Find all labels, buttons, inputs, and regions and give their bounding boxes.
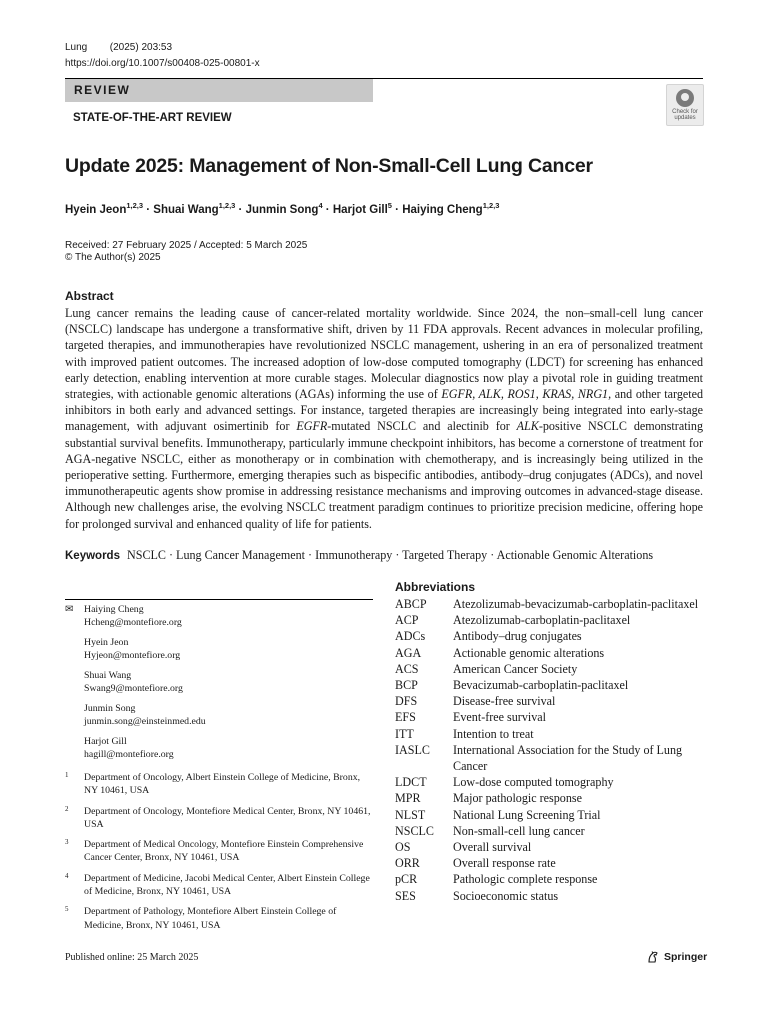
article-dates	[65, 240, 307, 264]
correspondence-block	[65, 603, 375, 768]
abbreviation: ACP	[395, 613, 419, 628]
affiliation	[65, 838, 375, 865]
citation: (2025) 203:53	[109, 42, 173, 53]
abbreviations-heading: Abbreviations	[395, 580, 476, 594]
abstract-text	[65, 305, 703, 532]
springer-horse-icon	[646, 950, 660, 964]
abbreviation-definition: Major pathologic response	[453, 791, 582, 806]
author-contact	[65, 636, 375, 662]
journal-name: Lung	[65, 42, 88, 53]
abbreviation: ABCP	[395, 597, 427, 611]
contact-email[interactable]: Hyjeon@montefiore.org	[84, 650, 181, 661]
author-affiliation-marker: 4	[318, 201, 323, 210]
contact-email[interactable]: Swang9@montefiore.org	[84, 683, 183, 694]
abbreviation-definition: Atezolizumab-bevacizumab-carboplatin-paclitaxel	[453, 597, 699, 611]
abbreviation-row	[395, 628, 707, 644]
abstract-heading: Abstract	[65, 289, 114, 303]
abbreviation: MPR	[395, 791, 421, 806]
abbreviation-row	[395, 807, 707, 823]
contact-name: Harjot Gill	[84, 736, 127, 747]
author-separator: ·	[235, 203, 246, 216]
abbreviation-definition: Socioeconomic status	[453, 888, 559, 903]
abbreviation-definition: American Cancer Society	[453, 661, 578, 676]
contact-name: Junmin Song	[84, 703, 136, 714]
abbreviation-definition: Disease-free survival	[453, 694, 556, 709]
abbreviation-row	[395, 612, 707, 628]
author-contact	[65, 702, 375, 728]
abbreviation-row	[395, 888, 707, 904]
abbreviation: BCP	[395, 678, 418, 693]
publisher-name: Springer	[664, 951, 708, 963]
abstract-segment: and other targeted inhibitors in both early and advanced settings. For instance, targeted therapies are increasingly being integrated into early-stage management, with adjuvant osimertinib for	[65, 387, 704, 434]
abbreviation: ADCs	[395, 629, 426, 644]
affiliation-number: 2	[65, 804, 69, 813]
doi-link[interactable]: https://doi.org/10.1007/s00408-025-00801-x	[65, 58, 260, 69]
author-name: Harjot Gill	[332, 203, 388, 216]
affiliation-text: Department of Oncology, Albert Einstein College of Medicine, Bronx, NY 10461, USA	[84, 772, 361, 797]
abbreviation-row	[395, 726, 707, 742]
keywords-list: NSCLC · Lung Cancer Management · Immunotherapy · Targeted Therapy · Actionable Genomic Alterations	[127, 548, 654, 562]
author-separator: ·	[322, 203, 333, 216]
author-affiliation-marker: 1,2,3	[482, 201, 500, 210]
affiliation-text: Department of Medical Oncology, Montefiore Einstein Comprehensive Cancer Center, Bronx, NY 10461, USA	[84, 839, 364, 864]
abbreviation-row	[395, 693, 707, 709]
affiliations-block	[65, 771, 375, 939]
abbreviation-row	[395, 709, 707, 725]
author-name: Hyein Jeon	[65, 203, 127, 216]
contact-email[interactable]: junmin.song@einsteinmed.edu	[84, 716, 206, 727]
abbreviation-row	[395, 871, 707, 887]
publisher-logo	[646, 950, 707, 964]
affiliation-text: Department of Pathology, Montefiore Albert Einstein College of Medicine, Bronx, NY 10461, USA	[84, 906, 337, 931]
abbreviation-row	[395, 596, 707, 612]
author-contact	[65, 603, 375, 629]
gene-name: ALK	[516, 419, 539, 434]
keywords	[65, 548, 715, 563]
abbreviation-definition: Atezolizumab-carboplatin-paclitaxel	[453, 613, 631, 628]
abstract-segment: -mutated NSCLC and alectinib for	[327, 419, 517, 434]
article-type-bar	[65, 79, 373, 102]
abbreviation-row	[395, 677, 707, 693]
abbreviation-definition: Overall survival	[453, 840, 532, 855]
check-updates-icon	[676, 89, 694, 107]
check-updates-line1: Check for	[672, 109, 698, 115]
abbreviation-definition: Antibody–drug conjugates	[453, 629, 582, 644]
author-affiliation-marker: 1,2,3	[126, 201, 144, 210]
check-for-updates-badge[interactable]	[666, 84, 704, 126]
author-affiliation-marker: 1,2,3	[218, 201, 236, 210]
abbreviation: EFS	[395, 710, 416, 725]
abbreviation-definition: Overall response rate	[453, 856, 556, 871]
abbreviation: LDCT	[395, 775, 427, 790]
abstract-segment: -positive NSCLC demonstrating substantial survival benefits. Immunotherapy, particularly immune checkpoint inhibitors, has become a cornerstone of treatment for AGA-negative NSCLC, either as monotherapy or in combination with chemotherapy, and is increasingly being utilized in the perioperative setting. Furthermore, emerging therapies such as bispecific antibodies, antibody–drug conjugates (ADCs), and novel immunotherapeutic agents show promise in addressing resistance mechanisms and improving outcomes in advanced-stage disease. Although new challenges arise, the evolving NSCLC treatment paradigm continues to prioritize precision medicine, offering hope for prolonged survival and enhanced quality of life for patients.	[65, 419, 704, 531]
affiliation	[65, 905, 375, 932]
abbreviation-definition: Bevacizumab-carboplatin-paclitaxel	[453, 678, 629, 693]
author-name: Haiying Cheng	[402, 203, 483, 216]
abbreviation-definition: Intention to treat	[453, 726, 534, 741]
abbreviation-definition: Actionable genomic alterations	[453, 645, 605, 660]
affiliation-text: Department of Medicine, Jacobi Medical Center, Albert Einstein College of Medicine, Bronx, NY 10461, USA	[84, 872, 370, 898]
abbreviation-row	[395, 645, 707, 661]
author-contact	[65, 669, 375, 695]
keywords-label: Keywords	[65, 550, 120, 562]
envelope-icon: ✉	[65, 604, 74, 615]
section-type: STATE-OF-THE-ART REVIEW	[73, 112, 232, 124]
abbreviation-row	[395, 839, 707, 855]
gene-name: EGFR	[296, 419, 328, 434]
abbreviation-row	[395, 823, 707, 839]
affiliation-number: 3	[65, 838, 69, 847]
journal-header	[65, 40, 260, 72]
check-updates-line2: updates	[674, 115, 696, 121]
author-separator: ·	[143, 203, 154, 216]
paper-title: Update 2025: Management of Non-Small-Cell Lung Cancer	[65, 155, 593, 177]
affiliation	[65, 771, 375, 798]
abbreviation-definition: National Lung Screening Trial	[453, 807, 601, 822]
affiliation-number: 1	[65, 771, 69, 779]
copyright: © The Author(s) 2025	[65, 252, 161, 263]
author-contact	[65, 735, 375, 761]
abbreviation: OS	[395, 840, 411, 855]
abbreviations-list	[395, 596, 707, 904]
published-online: Published online: 25 March 2025	[65, 952, 199, 963]
contact-email[interactable]: Hcheng@montefiore.org	[84, 617, 182, 628]
abbreviation: IASLC	[395, 742, 430, 757]
author-affiliation-marker: 5	[387, 201, 392, 210]
abbreviation-row	[395, 742, 707, 774]
abbreviation-definition: Low-dose computed tomography	[453, 775, 614, 790]
abbreviation: ACS	[395, 661, 419, 676]
abbreviation-row	[395, 661, 707, 677]
affiliation	[65, 872, 375, 899]
abbreviation-definition: Pathologic complete response	[453, 872, 598, 887]
author-name: Shuai Wang	[153, 203, 219, 216]
contact-email[interactable]: hagill@montefiore.org	[84, 749, 174, 760]
abbreviation: ORR	[395, 856, 420, 871]
abbreviation: pCR	[395, 872, 418, 887]
author-separator: ·	[391, 203, 403, 216]
abbreviation: SES	[395, 888, 416, 903]
contact-name: Haiying Cheng	[84, 604, 144, 615]
author-list	[65, 201, 499, 216]
affiliation	[65, 805, 375, 832]
contact-name: Shuai Wang	[84, 670, 132, 681]
abbreviation-row	[395, 774, 707, 790]
affiliation-number: 5	[65, 905, 69, 914]
abbreviation: NSCLC	[395, 823, 434, 838]
contact-name: Hyein Jeon	[84, 637, 129, 648]
gene-name: EGFR, ALK, ROS1, KRAS, NRG1,	[441, 387, 612, 402]
author-name: Junmin Song	[245, 203, 319, 216]
abbreviation: AGA	[395, 645, 422, 660]
affiliation-text: Department of Oncology, Montefiore Medical Center, Bronx, NY 10461, USA	[84, 805, 371, 830]
abbreviation: DFS	[395, 694, 418, 709]
article-type: REVIEW	[74, 83, 131, 97]
abbreviation: ITT	[395, 726, 414, 741]
abstract-segment: Lung cancer remains the leading cause of cancer-related mortality worldwide. Since 2024, the non–small-cell lung cancer (NSCLC) landscape has undergone a transformative shift, driven by 11 FDA approvals. Recent advances in molecular profiling, targeted therapies, and immunotherapies have revolutionized NSCLC management, ushering in an era of personalized treatment with improved patient outcomes. The increased adoption of low-dose computed tomography (LDCT) for screening has enhanced early detection, enabling intervention at more curable stages. Molecular diagnostics now play a pivotal role in guiding treatment strategies, with actionable genomic alterations (AGAs) informing the use of	[65, 306, 703, 402]
footnote-rule	[65, 599, 373, 600]
abbreviation-definition: Event-free survival	[453, 710, 547, 725]
affiliation-number: 4	[65, 871, 69, 880]
abbreviation-definition: Non-small-cell lung cancer	[453, 823, 585, 838]
abbreviation: NLST	[395, 807, 426, 822]
abbreviation-row	[395, 855, 707, 871]
abbreviation-row	[395, 790, 707, 806]
received-accepted: Received: 27 February 2025 / Accepted: 5 March 2025	[65, 240, 308, 251]
abbreviation-definition: International Association for the Study of Lung Cancer	[453, 742, 683, 774]
